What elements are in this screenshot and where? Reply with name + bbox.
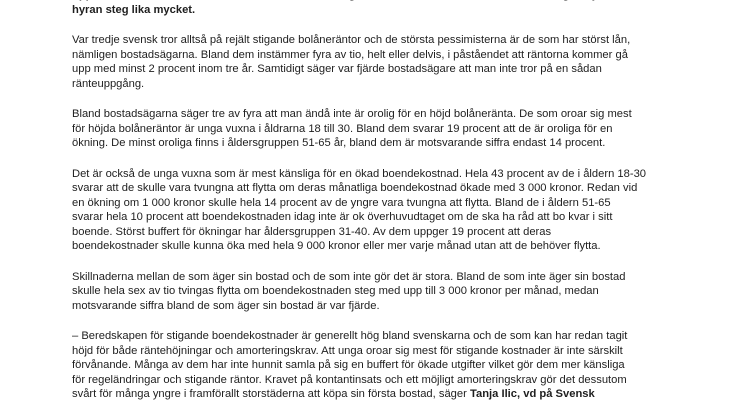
document-page <box>72 0 732 418</box>
intro-paragraph: hyran steg lika mycket. <box>72 3 196 16</box>
quote-text: – Beredskapen för stigande boendekostnader är generellt hög bland svenskarna och de som kan har redan tagit höjd för både räntehöjningar och amorteringskrav. Att unga oroar sig mest för stigande kostnader är inte särskilt förvånande. Många av dem har inte hunnit samla på sig en buffert för ökade utgifter vilket gör dem mer känsliga för regeländringar och stigande räntor. Kravet på kontantinsats och ett möjligt amorteringskrav gör det dessutom svårt för många yngre i framförallt storstäderna att köpa sin första bostad, säger <box>72 330 628 400</box>
paragraph-owners-vs-renters: Skillnaderna mellan de som äger sin bostad och de som inte gör det är stora. Bland de som inte äger sin bostad skulle hela sex av tio tvingas flytta om boendekostnaden steg med upp till 3 000 kronor per månad, medan motsvarande siffra bland de som äger sin bostad är var fjärde. <box>72 270 626 312</box>
quote-paragraph <box>72 329 732 402</box>
paragraph-young-adults: Det är också de unga vuxna som är mest känsliga för en ökad boendekostnad. Hela 43 procent av de i åldern 18-30 svarar att de skulle vara tvungna att flytta om deras månatliga boendekostnad ökade med 3 000 kronor. Redan vid en ökning om 1 000 kronor skulle hela 14 procent av de yngre vara tvungna att flytta. Bland de i åldern 51-65 svarar hela 10 procent att boendekostnaden idag inte är ok överhuvudtaget om de ska ha råd att bo kvar i sitt boende. Störst buffert för ökningar har åldersgruppen 31-40. Av dem uppger 19 procent att deras boendekostnader skulle kunna öka med hela 9 000 kronor eller mer varje månad utan att de behöver flytta. <box>72 167 647 252</box>
paragraph-rate-worry: Bland bostadsägarna säger tre av fyra att man ändå inte är orolig för en höjd bolåneränta. De som oroar sig mest för höjda bolåneräntor är unga vuxna i åldrarna 18 till 30. Bland dem svarar 19 procent att de är oroliga för en ökning. De minst oroliga finns i åldersgruppen 51-65 år, bland dem är motsvarande siffra endast 14 procent. <box>72 108 632 149</box>
quote-speaker: Tanja Ilic, vd på Svensk <box>469 388 595 400</box>
paragraph-rate-expectations: Var tredje svensk tror alltså på rejält stigande bolåneräntor och de största pessimisterna är de som har störst lån, nämligen bostadsägarna. Bland dem instämmer fyra av tio, helt eller delvis, i påståendet att räntorna kommer gå upp med minst 2 procent inom tre år. Samtidigt säger var fjärde bostadsägare att man inte tror på en sådan ränteuppgång. <box>72 34 631 90</box>
